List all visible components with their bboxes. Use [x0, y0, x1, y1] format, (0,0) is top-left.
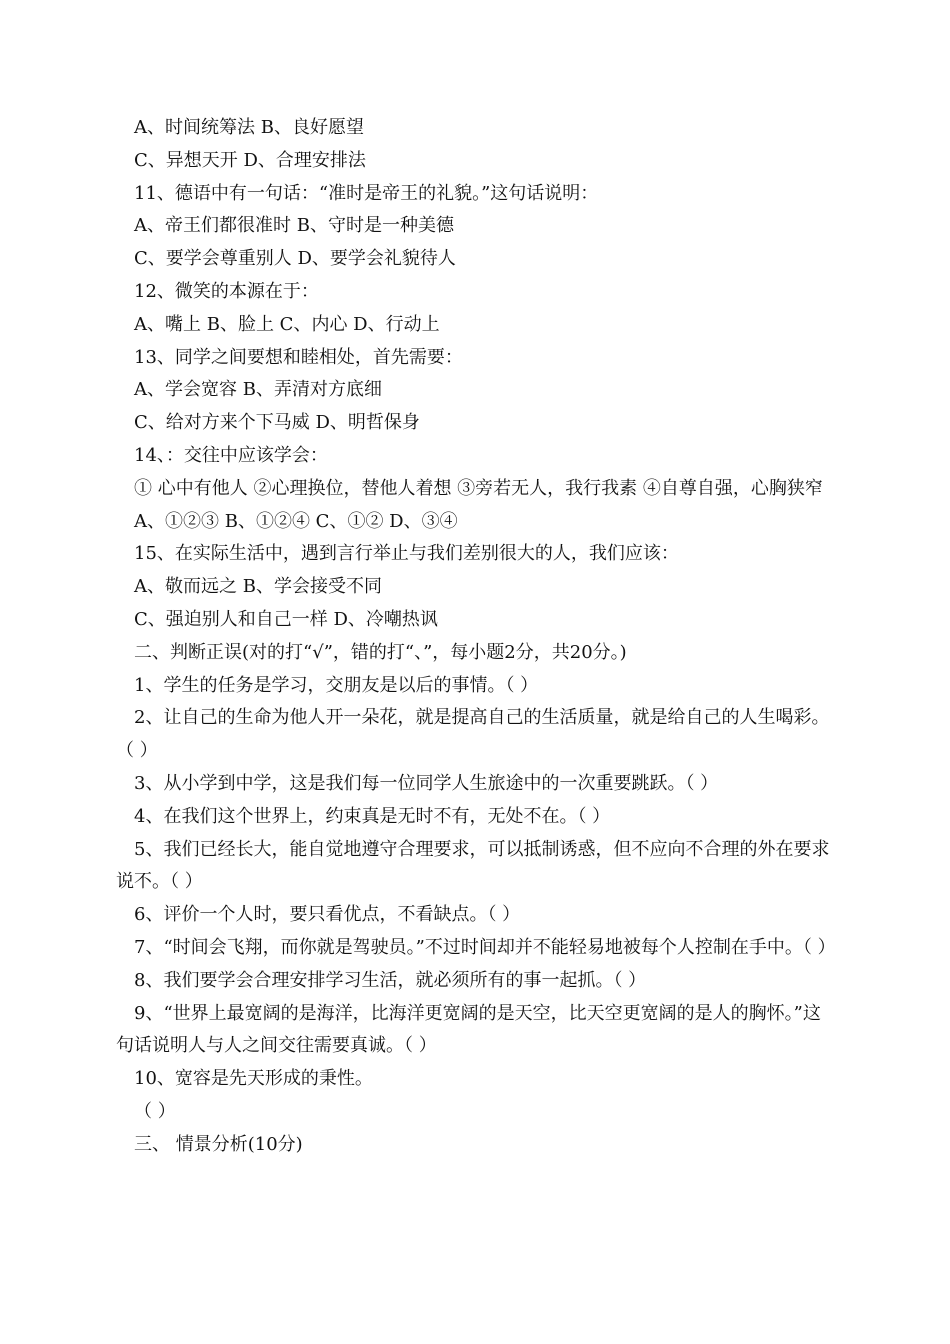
question-15: 15、在实际生活中，遇到言行举止与我们差别很大的人，我们应该：: [134, 543, 679, 565]
judgment-item-1: 1、学生的任务是学习，交朋友是以后的事情。（ ）: [134, 674, 539, 696]
option-line: C、给对方来个下马威 D、明哲保身: [134, 412, 420, 434]
document-body: [116, 112, 836, 1162]
option-line: C、要学会尊重别人 D、要学会礼貌待人: [134, 248, 456, 270]
question-11: 11、德语中有一句话：“准时是帝王的礼貌。”这句话说明：: [134, 182, 599, 204]
judgment-item-6: 6、评价一个人时，要只看优点，不看缺点。（ ）: [134, 904, 521, 926]
question-12: 12、微笑的本源在于：: [134, 280, 319, 302]
question-14: 14、：交往中应该学会：: [134, 444, 328, 466]
judgment-item-4: 4、在我们这个世界上，约束真是无时不有，无处不在。（ ）: [134, 805, 611, 827]
question-14-items: ① 心中有他人 ②心理换位，替他人着想 ③旁若无人，我行我素 ④自尊自强，心胸狭窄: [134, 477, 823, 499]
judgment-item-10: 10、宽容是先天形成的秉性。: [134, 1068, 373, 1090]
judgment-item-8: 8、我们要学会合理安排学习生活，就必须所有的事一起抓。（ ）: [134, 969, 647, 991]
question-13: 13、同学之间要想和睦相处，首先需要：: [134, 346, 463, 368]
option-line: A、敬而远之 B、学会接受不同: [134, 576, 382, 598]
judgment-item-10-blank: （ ）: [134, 1100, 176, 1122]
judgment-item-5: 5、我们已经长大，能自觉地遵守合理要求，可以抵制诱惑，但不应向不合理的外在要求说不。（ ）: [116, 838, 830, 893]
judgment-item-2: 2、让自己的生命为他人开一朵花，就是提高自己的生活质量，就是给自己的人生喝彩。（ ）: [116, 707, 830, 762]
option-line: A、嘴上 B、脸上 C、内心 D、行动上: [134, 313, 440, 335]
option-line: C、异想天开 D、合理安排法: [134, 149, 366, 171]
option-line: A、时间统筹法 B、良好愿望: [134, 117, 364, 138]
judgment-item-9: 9、“世界上最宽阔的是海洋，比海洋更宽阔的是天空，比天空更宽阔的是人的胸怀。”这句话说明人与人之间交往需要真诚。（ ）: [116, 1002, 821, 1057]
judgment-item-7: 7、“时间会飞翔，而你就是驾驶员。”不过时间却并不能轻易地被每个人控制在手中。（ ）: [134, 936, 836, 958]
option-line: C、强迫别人和自己一样 D、冷嘲热讽: [134, 608, 438, 630]
option-line: A、①②③ B、①②④ C、①② D、③④: [134, 510, 458, 532]
option-line: A、学会宽容 B、弄清对方底细: [134, 379, 382, 401]
section-heading-scenario: 三、 情景分析(10分): [134, 1133, 303, 1155]
judgment-item-3: 3、从小学到中学，这是我们每一位同学人生旅途中的一次重要跳跃。（ ）: [134, 772, 719, 794]
option-line: A、帝王们都很准时 B、守时是一种美德: [134, 215, 454, 237]
section-heading-judgment: 二、判断正误(对的打“√”，错的打“、”，每小题2分，共20分。): [134, 641, 627, 663]
